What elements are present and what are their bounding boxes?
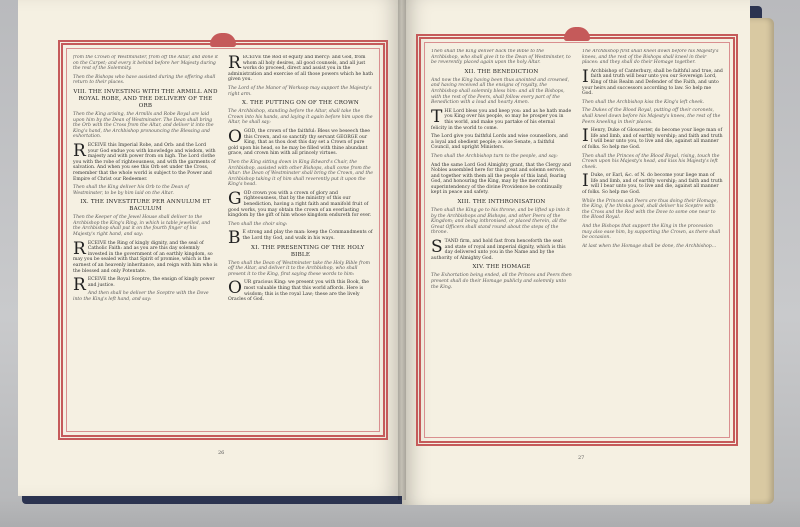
section-heading: IX. THE INVESTITURE PER ANNULUM ET BACULUM <box>80 199 211 213</box>
paragraph-text: UR gracious King: we present you with this Book, the most valuable thing that this world affords. Here is wisdom; this is the royal Law; these are the lively Oracles of God. <box>228 280 369 303</box>
section-heading: XIV. THE HOMAGE <box>472 264 531 271</box>
drop-cap: R <box>73 238 86 259</box>
right-page <box>402 0 750 505</box>
drop-cap: S <box>431 237 443 258</box>
rubric-text: Then shall the Archbishop kiss the King's left cheek. <box>582 99 705 105</box>
paragraph-text: OD crown you with a crown of glory and righteousness, that by the ministry of this our benediction, having a right faith and manifold fruit of good works, you may obtain the crown of an everlasting kingdom by the gift of him whose kingdom endureth for ever. <box>228 190 372 219</box>
paragraph-text: TAND firm, and hold fast from henceforth the seat and state of royal and imperial dignity, which is this day delivered unto you in the Name and by the authority of Almighty God. <box>431 239 566 261</box>
paragraph <box>228 228 373 249</box>
page-number: 26 <box>218 450 225 456</box>
paragraph <box>582 66 723 97</box>
paragraph <box>73 275 218 296</box>
paragraph <box>228 188 373 219</box>
paragraph-text: And the same Lord God Almighty grant, that the Clergy and Nobles assembled here for this great and solemn service, and together with them all the people of this land, fearing God, and honouring the King, may by the merciful superintendency of the divine Providence be continually kept in peace and safety. <box>431 162 571 196</box>
section-heading: X. THE PUTTING ON OF THE CROWN <box>241 100 359 107</box>
paragraph-text: ECEIVE this Imperial Robe, and Orb: and the Lord your God endue you with knowledge and wisdom, with majesty and with power from on high. The Lord clothe you with the robe of righteousness, and with the garments of salvation. And when you see this Orb set under the Cross, remember that the whole world is subject to the Power and Empire of Christ our Redeemer. <box>73 142 216 182</box>
rubric-text: from the Crown of Westminster, from off the Altar, and done it on the Carpet; and every it behind before her Majesty during the rest of the Solemnity. <box>73 55 218 72</box>
paragraph-text: Henry, Duke of Gloucester, do become your liege man of life and limb, and of earthly worship; and faith and truth I will bear unto you, to live and die, against all manner of folks. So help me God. <box>582 128 723 150</box>
rubric-text: The Lord of the Manor of Worksop may support the Majesty's right arm. <box>228 85 372 97</box>
left-page-column-2 <box>228 55 373 425</box>
drop-cap: I <box>582 66 589 87</box>
book-gutter <box>398 0 406 500</box>
paragraph-text: The Lord give you faithful Lords and wise counsellors, and a loyal and obedient people; a wise Senate, a faithful Council, and upright Ministers. <box>431 134 568 151</box>
rubric-text: The Archbishop, standing before the Altar, shall take the Crown into his hands, and laying it again before him upon the Altar, he shall say: <box>228 109 373 126</box>
rubric-text: Then shall the Dean of Westminster take the Holy Bible from off the Altar, and deliver it to the Archbishop, who shall present it to the King, first saying these words to him: <box>228 260 370 277</box>
rubric-text: At last when the Homage shall be done, the Archbishop... <box>582 243 717 249</box>
paragraph <box>228 280 373 302</box>
drop-cap: R <box>73 275 86 296</box>
paragraph-text: E strong and play the man: keep the Commandments of the Lord thy God, and walk in his ways. <box>242 230 373 242</box>
rubric-text: Then the King sitting down in King Edward's Chair, the Archbishop, assisted with other Bishops, shall come from the Altar: the Dean of Westminster shall bring the Crown, and the Archbishop taking it of him shall reverently put it upon the King's head. <box>228 159 373 188</box>
decorative-border-left <box>58 40 388 440</box>
rubric-text: The Dukes of the Blood Royal, putting off their coronets, shall kneel down before his Majesty's knees, the rest of the Peers kneeling in their places. <box>582 108 721 125</box>
paragraph <box>228 55 373 83</box>
left-page <box>18 0 402 496</box>
rubric-text: The Archbishop first shall kneel down before his Majesty's knees, and the rest of the Bishops shall kneel in their places: and they shall do their Homage together. <box>582 49 719 66</box>
page-number: 27 <box>578 455 585 461</box>
paragraph-text: ECEIVE the Ring of kingly dignity, and the seal of Catholic Faith: and as you are this day solemnly invested in the government of an earthly kingdom, so may you be sealed with that Spirit of promise, which is the earnest of an heavenly inheritance, and reign with him who is the blessed and only Potentate. <box>73 240 218 274</box>
paragraph <box>228 126 373 157</box>
drop-cap: I <box>582 126 589 147</box>
rubric-text: And now the King having been thus anointed and crowned, and having received all the ensigns of royalty, the Archbishop shall solemnly bless him: and all the Bishops, with the rest of the Peers, shall follow every part of the Benediction with a loud and hearty Amen. <box>431 77 570 106</box>
section-heading: XIII. THE INTHRONISATION <box>457 199 546 206</box>
section-heading: XII. THE BENEDICTION <box>464 68 539 75</box>
paragraph <box>582 128 723 150</box>
rubric-text: And the Bishops that support the King in the procession may also ease him, by supporting the Crown, as there shall be occasion. <box>582 224 721 241</box>
drop-cap: G <box>228 188 242 209</box>
paragraph <box>73 238 218 275</box>
paragraph <box>582 173 723 195</box>
paragraph <box>73 140 218 182</box>
table-shadow <box>0 497 800 527</box>
rubric-text: Then the King arising, the Armills and Robe Royal are laid upon him by the Dean of Westminster. The Dean shall bring the Orb with the Cross from the Altar, and deliver it into the King's hand, the Archbishop pronouncing the Blessing and exhortation. <box>73 111 214 140</box>
drop-cap: B <box>228 228 241 249</box>
right-page-column-2 <box>582 49 723 431</box>
drop-cap: I <box>582 171 589 192</box>
rubric-text: Then the Keeper of the Jewel House shall deliver to the Archbishop the King's Ring, in which is table jewelled, and the Archbishop shall put it on the fourth finger of his Majesty's right hand, and say: <box>73 215 211 238</box>
drop-cap: O <box>228 278 242 299</box>
rubric-text: While the Princes and Peers are thus doing their Homage, the King, if he thinks good, shall deliver his Sceptre with the Cross and the Rod with the Dove to some one near to the Blood Royal. <box>582 198 718 221</box>
rubric-text: Then shall the King go to his throne, and be lifted up into it by the Archbishops and Bishops, and other Peers of the Kingdom; and being inthronised, or placed therein, all the Great Officers shall stand round about the steps of the throne. <box>431 208 570 236</box>
drop-cap: R <box>228 55 241 73</box>
crest-ornament-icon <box>210 33 236 47</box>
rubric-text: Then shall the Princes of the Blood Royal, rising, touch the Crown upon his Majesty's head, and kiss his Majesty's left cheek. <box>582 153 720 170</box>
paragraph <box>431 106 572 131</box>
rubric-text: The Exhortation being ended, all the Princes and Peers then present shall do their Homage publicly and solemnly unto the King. <box>431 273 572 290</box>
section-heading: VIII. THE INVESTING WITH THE ARMILL AND ROYAL ROBE, AND THE DELIVERY OF THE ORB <box>73 88 218 109</box>
rubric-text: And then shall he deliver the Sceptre with the Dove into the King's left hand, and say: <box>73 291 209 302</box>
rubric-text: Then shall the choir sing: <box>228 221 288 227</box>
section-heading: XI. THE PRESENTING OF THE HOLY BIBLE <box>251 244 365 258</box>
crest-ornament-icon <box>564 27 590 41</box>
paragraph <box>431 239 572 261</box>
drop-cap: R <box>73 140 86 161</box>
drop-cap: O <box>228 126 242 147</box>
paragraph-text: GOD, the crown of the faithful: Bless we beseech thee this Crown, and so sanctify thy servant GEORGE our King, that as thou dost this day set a Crown of pure gold upon his head, so he may be filled with thine abundant grace, and crown him with all princely virtues. <box>228 128 370 157</box>
decorative-border-right <box>416 34 738 446</box>
paragraph-text: ECEIVE the Royal Sceptre, the ensign of kingly power and justice. <box>87 277 215 288</box>
rubric-text: Then shall the King deliver his Orb to the Dean of Westminster, to be by him laid on the Altar. <box>73 185 190 196</box>
drop-cap: T <box>431 106 443 127</box>
rubric-text: Then shall the King deliver back the Bible to the Archbishop, who shall give it to the Dean of Westminster, to be reverently placed again upon the holy Altar. <box>431 49 571 66</box>
paragraph-text: Archbishop of Canterbury, shall be faithful and true, and faith and truth will bear unto you our Sovereign Lord, King of this Realm and Defender of the Faith, and unto your heirs and successors according to law. So help me God. <box>582 68 723 97</box>
rubric-text: Then the Bishops who have assisted during the offering shall return to their places. <box>73 74 216 86</box>
rubric-text: Then shall the Archbishop turn to the people, and say: <box>431 153 558 159</box>
paragraph-text: Duke, or Earl, &c. of N. do become your liege man of life and limb, and of earthly worship; and faith and truth will I bear unto you, to live and die, against all manner of folks. So help me God. <box>582 173 723 196</box>
paragraph-text: HE Lord bless you and keep you: and as he hath made you King over his people, so may he prosper you in this world, and make you partake of his eternal felicity in the world to come. <box>431 108 572 131</box>
right-page-column-1 <box>431 49 572 431</box>
paragraph-text: ECEIVE the Rod of equity and mercy: and God, from whom all holy desires, all good counsels, and all just works do proceed, direct and assist you in the administration and exercise of all those powers which he hath given you. <box>228 55 373 83</box>
left-page-column-1 <box>73 55 218 425</box>
